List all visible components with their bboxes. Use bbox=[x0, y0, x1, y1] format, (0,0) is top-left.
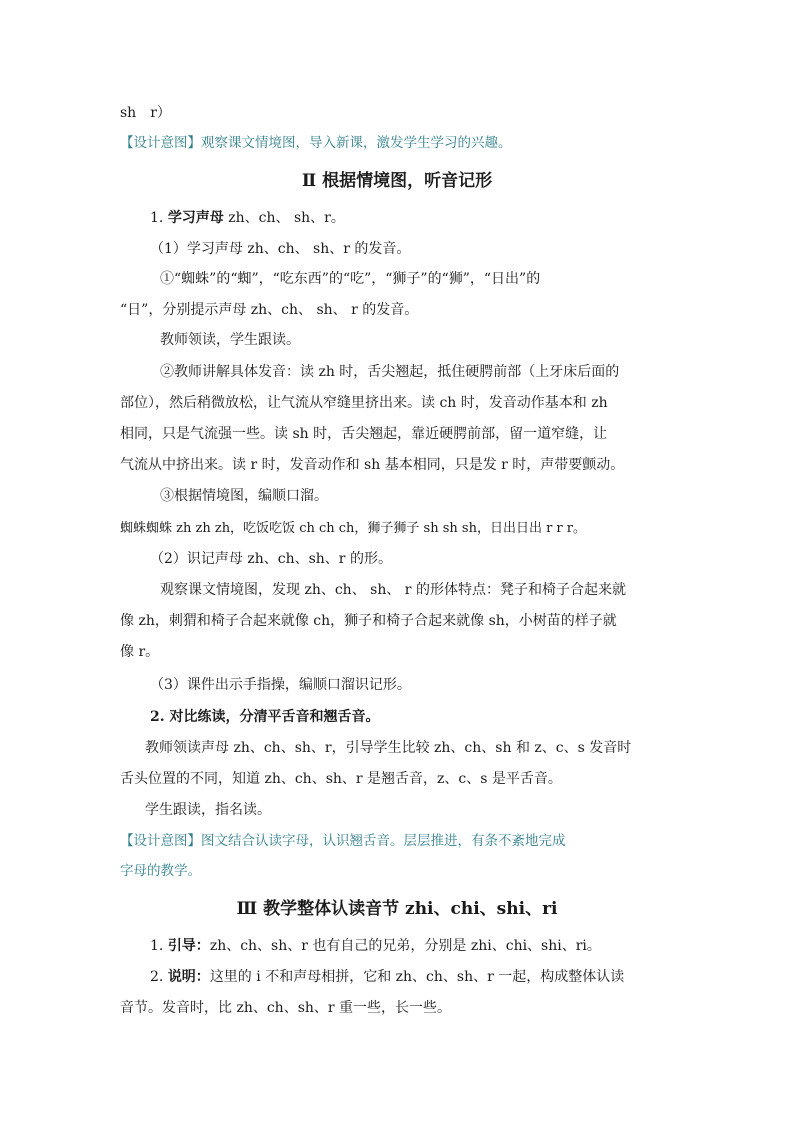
observe-line-2: 像 zh，刺猬和椅子合起来就像 ch，狮子和椅子合起来就像 sh，小树苗的样子就 bbox=[120, 613, 617, 629]
observe-line-1: 观察课文情境图，发现 zh、ch、 sh、 r 的形体特点：凳子和椅子合起来就 bbox=[160, 582, 626, 598]
point-2-label: 说明： bbox=[167, 969, 210, 985]
point-1-num: 1. bbox=[150, 938, 164, 954]
section-3-point-2 bbox=[150, 967, 710, 987]
observe-line-3: 像 r。 bbox=[120, 644, 160, 660]
sub-3: （3）课件出示手指操，编顺口溜识记形。 bbox=[150, 677, 411, 693]
point-2-text-line-2: 音节。发音时，比 zh、ch、sh、r 重一些，长一些。 bbox=[120, 1000, 452, 1016]
section-2-heading: Ⅱ 根据情境图，听音记形 bbox=[301, 171, 493, 191]
circle-3: ③根据情境图，编顺口溜。 bbox=[160, 488, 328, 504]
design-intent-1: 【设计意图】观察课文情境图，导入新课，激发学生学习的兴趣。 bbox=[120, 135, 512, 151]
design-intent-2-line-1: 【设计意图】图文结合认读字母，认识翘舌音。层层推进，有条不紊地完成 bbox=[120, 833, 566, 849]
circle-1-line-1: ①“蜘蛛”的“蜘”，“吃东西”的“吃”，“狮子”的“狮”，“日出”的 bbox=[160, 271, 541, 287]
circle-2-line-2: 部位），然后稍微放松，让气流从窄缝里挤出来。读 ch 时，发音动作基本和 zh bbox=[120, 395, 608, 411]
circle-2-line-1: ②教师讲解具体发音：读 zh 时，舌尖翘起，抵住硬腭前部（上牙床后面的 bbox=[160, 364, 620, 380]
circle-1-line-2: “日”，分别提示声母 zh、ch、 sh、 r 的发音。 bbox=[120, 302, 419, 318]
item-2-line-2: 舌头位置的不同，知道 zh、ch、sh、r 是翘舌音，z、c、s 是平舌音。 bbox=[120, 771, 562, 787]
section-3-point-1 bbox=[150, 936, 710, 956]
point-2-text-line-1: 这里的 i 不和声母相拼，它和 zh、ch、sh、r 一起，构成整体认读 bbox=[209, 969, 625, 985]
rhyme: 蜘蛛蜘蛛 zh zh zh，吃饭吃饭 ch ch ch，狮子狮子 sh sh sh，日出日出 r r r。 bbox=[120, 521, 586, 536]
point-1-text: zh、ch、sh、r 也有自己的兄弟，分别是 zhi、chi、shi、ri。 bbox=[209, 938, 601, 954]
section-3-heading: Ⅲ 教学整体认读音节 zhi、chi、shi、ri bbox=[236, 899, 558, 919]
top-fragment: sh r） bbox=[120, 105, 171, 121]
circle-2-line-3: 相同，只是气流强一些。读 sh 时，舌尖翘起，靠近硬腭前部，留一道窄缝，让 bbox=[120, 426, 608, 442]
item-1 bbox=[150, 208, 710, 228]
item-2: 2. 对比练读，分清平舌音和翘舌音。 bbox=[150, 709, 380, 725]
point-1-label: 引导： bbox=[167, 938, 210, 954]
item-1-title: 学习声母 bbox=[167, 210, 224, 226]
point-2-num: 2. bbox=[150, 969, 164, 985]
item-1-rest: zh、ch、 sh、r。 bbox=[228, 210, 345, 226]
item-1-num: 1. bbox=[150, 210, 164, 226]
sub-2: （2）识记声母 zh、ch、sh、r 的形。 bbox=[150, 551, 392, 567]
sub-1: （1）学习声母 zh、ch、 sh、r 的发音。 bbox=[150, 241, 411, 257]
follow-reading: 学生跟读，指名读。 bbox=[145, 802, 271, 818]
circle-2-line-4: 气流从中挤出来。读 r 时，发音动作和 sh 基本相同，只是发 r 时，声带要颤动。 bbox=[120, 457, 625, 473]
teacher-lead: 教师领读，学生跟读。 bbox=[160, 332, 300, 348]
design-intent-2-line-2: 字母的教学。 bbox=[120, 863, 201, 879]
item-2-line-1: 教师领读声母 zh、ch、sh、r，引导学生比较 zh、ch、sh 和 z、c、s 发音时 bbox=[145, 740, 632, 756]
